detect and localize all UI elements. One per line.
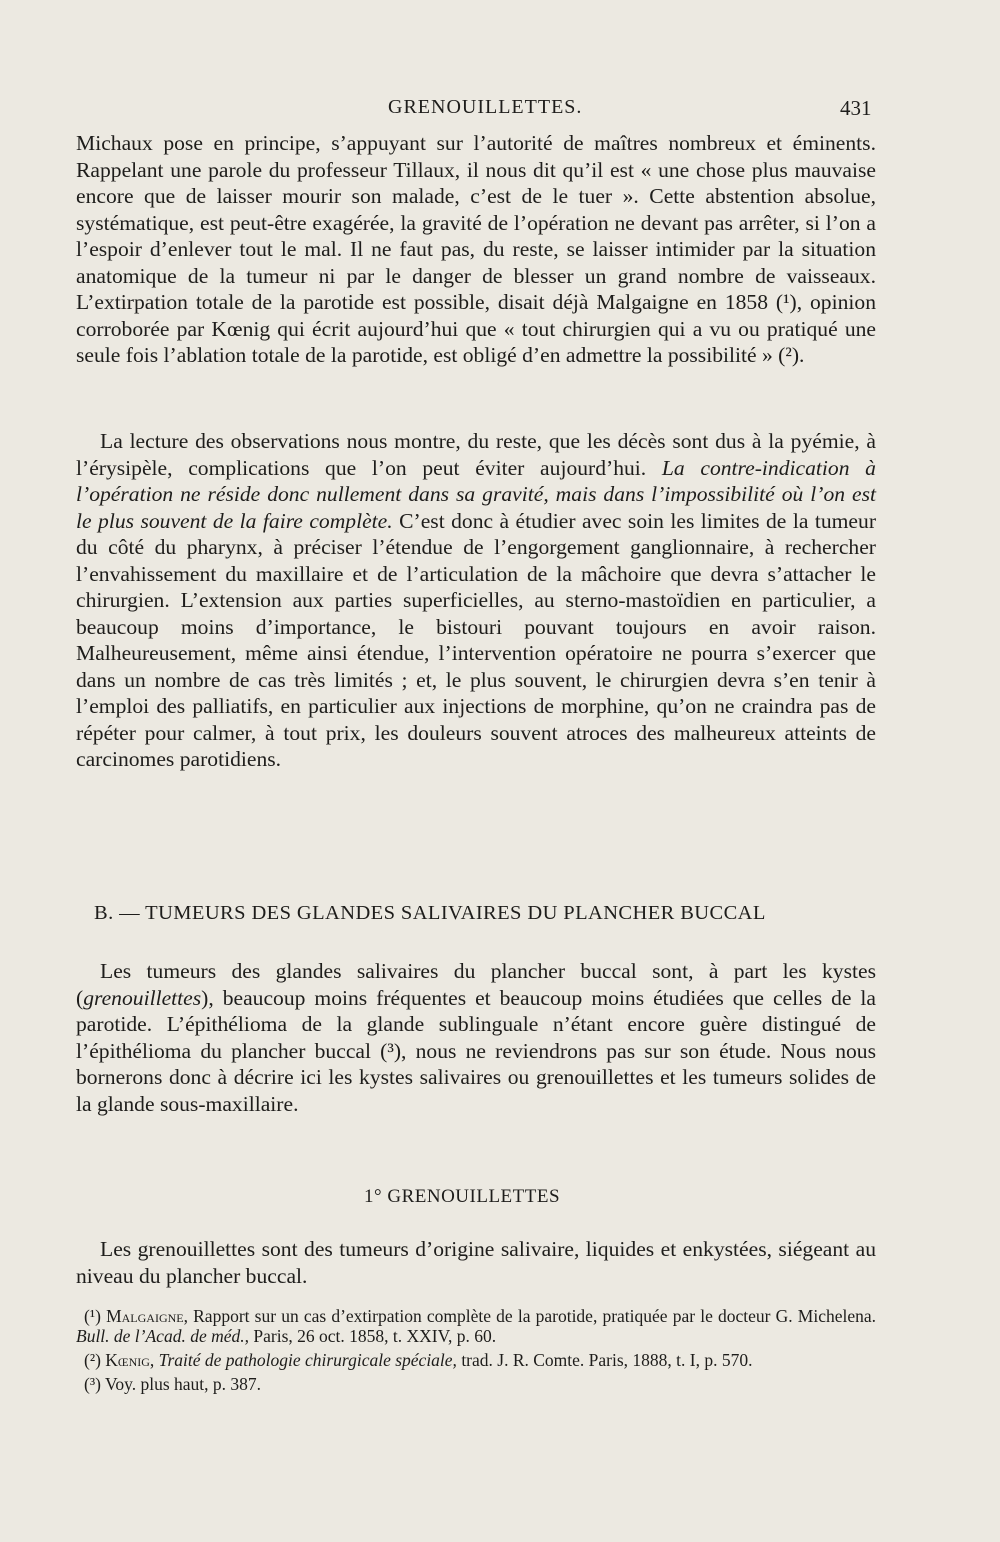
- italic-emphasis: grenouillettes: [83, 985, 202, 1010]
- text-run: ), beaucoup moins fréquentes et beaucoup moins étudiées que celles de la parotide. L’épithélioma de la glande sublinguale n’étant encore guère distingué de l’épithélioma du plancher buccal (³), nous ne reviendrons pas sur son étude. Nous nous bornerons donc à décrire ici les kystes salivaires ou grenouillettes et les tumeurs solides de la glande sous-maxillaire.: [76, 985, 876, 1116]
- footnote-mark: (³): [84, 1374, 101, 1394]
- footnote-title: Traité de pathologie chirurgicale spéciale,: [158, 1350, 457, 1370]
- footnote-journal: Bull. de l’Acad. de méd.,: [76, 1326, 250, 1346]
- body-paragraph-contraindication: [76, 428, 876, 773]
- footnotes: [76, 1306, 876, 1398]
- body-paragraph-floor-tumors: [76, 958, 876, 1117]
- footnote-mark: (¹): [84, 1306, 101, 1326]
- footnote-author: Malgaigne,: [106, 1306, 188, 1326]
- footnote-text: Voy. plus haut, p. 387.: [100, 1374, 262, 1394]
- text-run: La lecture des observations nous montre, du reste, que les décès sont dus à la pyémie, à l’érysipèle, complications que l’on peut éviter aujourd’hui.: [76, 429, 876, 480]
- footnote-mark: (²): [84, 1350, 101, 1370]
- running-title: GRENOUILLETTES.: [388, 96, 583, 118]
- section-heading: B. — TUMEURS DES GLANDES SALIVAIRES DU PLANCHER BUCCAL: [94, 902, 766, 924]
- footnote-2: [76, 1350, 876, 1370]
- paragraph: [76, 428, 876, 773]
- text-run: C’est donc à étudier avec soin les limites de la tumeur du côté du pharynx, à préciser l’étendue de l’engorgement ganglionnaire, à rechercher l’envahissement du maxillaire et de l’articulation de la mâchoire que devra s’attacher le chirurgien. L’extension aux parties superficielles, au sterno-mastoïdien en particulier, a beaucoup moins d’importance, le bistouri pouvant toujours en avoir raison. Malheureusement, même ainsi étendue, l’intervention opératoire ne pourra s’exercer que dans un nombre de cas très limités ; et, le plus souvent, le chirurgien devra s’en tenir à l’emploi des palliatifs, en particulier aux injections de morphine, qu’on ne craindra pas de répéter pour calmer, à tout prix, les douleurs souvent atroces des malheureux atteints de carcinomes parotidiens.: [76, 508, 877, 771]
- footnote-text: Paris, 26 oct. 1858, t. XXIV, p. 60.: [249, 1326, 497, 1346]
- paragraph: [76, 958, 876, 1117]
- subsection-heading: 1° GRENOUILLETTES: [364, 1186, 561, 1207]
- footnote-1: [76, 1306, 876, 1346]
- italic-emphasis: La contre-indication à l’opération ne réside donc nullement dans sa gravité, mais dans l’impossibilité où l’on est le plus souvent de la faire complète.: [76, 455, 876, 533]
- body-paragraph-continuation: [76, 130, 876, 369]
- footnote-3: [76, 1374, 876, 1394]
- text-run: Les tumeurs des glandes salivaires du plancher buccal sont, à part les kystes (: [76, 959, 876, 1010]
- paragraph-text: Michaux pose en principe, s’appuyant sur l’autorité de maîtres nombreux et éminents. Rappelant une parole du professeur Tillaux, il nous dit qu’il est « une chose plus mauvaise encore que de laisser mourir son malade, c’est de le tuer ». Cette abstention absolue, systématique, est peut-être exagérée, la gravité de l’opération ne devant pas arrêter, si l’on a l’espoir d’enlever tout le mal. Il ne faut pas, du reste, se laisser intimider par la situation anatomique de la tumeur ni par le danger de blesser un grand nombre de vaisseaux. L’extirpation totale de la parotide est possible, disait déjà Malgaigne en 1858 (¹), opinion corroborée par Kœnig qui écrit aujourd’hui que « tout chirurgien qui a vu ou pratiqué une seule fois l’ablation totale de la parotide, est obligé d’en admettre la possibilité » (²).: [76, 131, 876, 367]
- footnote-text: trad. J. R. Comte. Paris, 1888, t. I, p. 570.: [456, 1350, 753, 1370]
- page-header: [0, 96, 1000, 126]
- paragraph-text: Les grenouillettes sont des tumeurs d’origine salivaire, liquides et enkystées, siégeant au niveau du plancher buccal.: [76, 1237, 876, 1288]
- page-number: 431: [840, 96, 872, 120]
- body-paragraph-definition: [76, 1236, 876, 1289]
- footnote-text: Rapport sur un cas d’extirpation complète de la parotide, pratiquée par le docteur G. Michelena.: [187, 1306, 877, 1326]
- footnote-author: Kœnig,: [105, 1350, 155, 1370]
